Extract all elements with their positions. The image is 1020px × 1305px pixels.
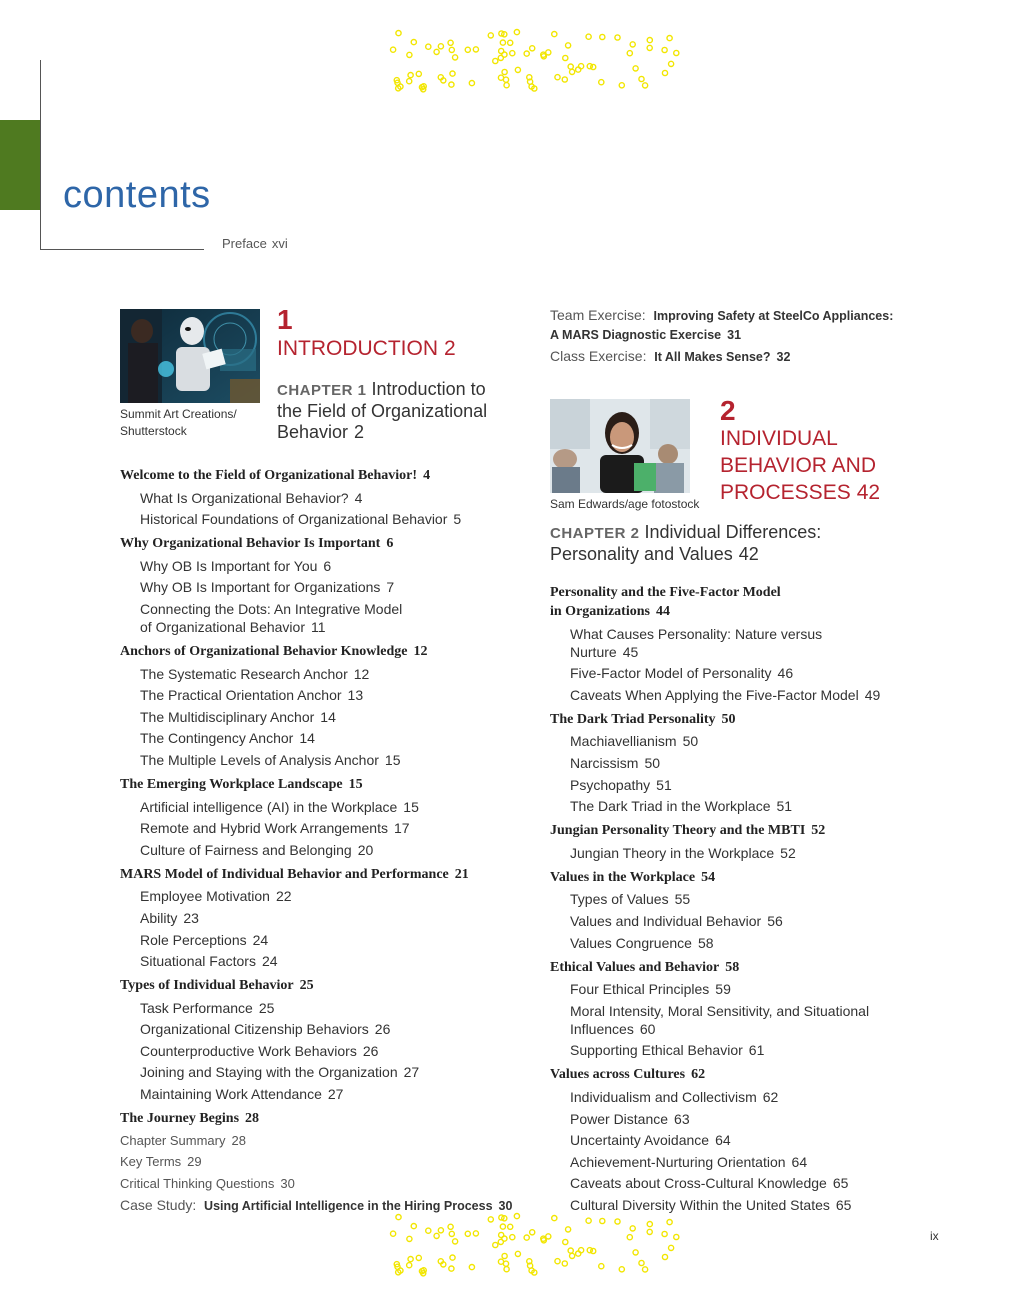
toc-subsection-entry[interactable] (140, 708, 520, 726)
chapter2-toc-list (550, 577, 920, 1214)
toc-entry-text: Welcome to the Field of Organizational Behavior! (120, 468, 418, 483)
toc-entry-text: Anchors of Organizational Behavior Knowledge (120, 643, 408, 659)
toc-subsection-entry[interactable] (140, 510, 520, 528)
part1-title-text: INTRODUCTION (277, 337, 438, 360)
toc-entry-text: The Systematic Research Anchor (140, 665, 348, 682)
chapter1-heading[interactable] (277, 379, 487, 443)
toc-entry-page: 20 (357, 841, 374, 858)
toc-entry-page: 4 (354, 489, 363, 506)
toc-entry-text: Jungian Theory in the Workplace (570, 844, 775, 861)
chapter1-exercises-list (550, 302, 910, 366)
toc-entry-page: 14 (320, 708, 336, 725)
toc-entry-page: 27 (327, 1086, 344, 1103)
toc-entry-text: Role Perceptions (140, 931, 247, 948)
toc-entry-page: 46 (777, 665, 794, 682)
toc-entry-text: Jungian Personality Theory and the MBTI (550, 823, 806, 839)
toc-entry-text: The Practical Orientation Anchor (140, 687, 342, 704)
toc-entry-page: 55 (674, 891, 691, 908)
toc-subsection-entry[interactable] (570, 1131, 920, 1149)
toc-entry-text: MARS Model of Individual Behavior and Performance (120, 866, 449, 882)
toc-entry-text: The Dark Triad Personality (550, 711, 716, 727)
toc-entry-text: Values Congruence (570, 934, 692, 951)
toc-section-heading[interactable] (120, 466, 520, 485)
toc-entry-text: Improving Safety at SteelCo Appliances: (653, 308, 894, 323)
toc-exercise-entry[interactable] (550, 306, 910, 344)
toc-entry-page: 56 (767, 912, 783, 929)
toc-end-matter-entry[interactable] (120, 1175, 520, 1193)
toc-section-heading[interactable] (550, 710, 920, 729)
chapter1-label: CHAPTER 1 (277, 382, 367, 399)
toc-subsection-entry[interactable] (570, 1041, 920, 1059)
toc-entry-text: Ability (140, 909, 178, 926)
part2-portrait-photo (550, 399, 690, 493)
toc-subsection-entry[interactable] (570, 980, 920, 998)
toc-subsection-entry[interactable] (140, 1063, 520, 1081)
toc-subsection-entry[interactable] (140, 1020, 520, 1038)
toc-exercise-label: Case Study: (120, 1197, 197, 1214)
part1-number: 1 (277, 304, 293, 335)
part2-title-line: PROCESSES (720, 481, 851, 504)
toc-exercise-label: Class Exercise: (550, 348, 647, 365)
decorative-dot-pattern-bottom (383, 1212, 683, 1278)
toc-entry-text: Maintaining Work Attendance (140, 1086, 322, 1103)
toc-entry-page: 44 (655, 604, 670, 619)
toc-entry-text: The Dark Triad in the Workplace (570, 798, 771, 815)
toc-subsection-entry[interactable] (140, 841, 520, 859)
toc-subsection-entry[interactable] (140, 600, 520, 636)
toc-entry-text: Power Distance (570, 1110, 669, 1127)
decorative-dot-pattern-top (383, 28, 683, 94)
toc-subsection-entry[interactable] (140, 819, 520, 837)
toc-subsection-entry[interactable] (570, 1088, 920, 1106)
part2-title-line: INDIVIDUAL (720, 427, 838, 450)
toc-subsection-entry[interactable] (140, 887, 520, 905)
toc-entry-text: Values across Cultures (550, 1067, 686, 1083)
toc-entry-page: 50 (644, 754, 661, 771)
toc-entry-page: 15 (403, 798, 419, 815)
toc-entry-text: Organizational Citizenship Behaviors (140, 1021, 369, 1038)
toc-entry-text: A MARS Diagnostic Exercise (550, 327, 722, 342)
toc-entry-page: 17 (393, 820, 410, 837)
toc-subsection-entry[interactable] (140, 909, 520, 927)
toc-entry-text: Ethical Values and Behavior (550, 959, 720, 975)
toc-entry-text: Cultural Diversity Within the United States (570, 1196, 830, 1213)
toc-entry-page: 15 (384, 751, 401, 768)
toc-entry-page: 62 (762, 1088, 779, 1105)
chapter1-toc-list (120, 460, 520, 1215)
toc-entry-page: 7 (386, 579, 395, 596)
green-margin-bar (0, 120, 40, 210)
chapter1-page: 2 (354, 422, 365, 442)
toc-entry-page: 50 (721, 711, 736, 727)
toc-entry-text: Using Artificial Intelligence in the Hiring Process (204, 1199, 493, 1214)
part2-page: 42 (856, 481, 881, 504)
part1-page: 2 (444, 337, 456, 360)
toc-entry-page: 65 (835, 1196, 852, 1213)
toc-subsection-entry[interactable] (140, 557, 520, 575)
toc-entry-text: Types of Values (570, 891, 669, 908)
toc-entry-page: 5 (453, 511, 462, 528)
toc-entry-page: 25 (258, 999, 275, 1016)
frame-vertical-line (40, 60, 41, 249)
toc-entry-text: Psychopathy (570, 776, 651, 793)
toc-entry-page: 24 (261, 953, 278, 970)
part2-number: 2 (720, 395, 736, 426)
toc-entry-page: 14 (299, 730, 315, 747)
part1-photo-credit (120, 406, 237, 440)
toc-entry-text: Values in the Workplace (550, 869, 696, 885)
toc-subsection-entry[interactable] (140, 798, 520, 816)
toc-section-heading[interactable] (550, 1065, 920, 1084)
toc-entry-text: Why OB Is Important for Organizations (140, 579, 381, 596)
toc-subsection-entry[interactable] (140, 999, 520, 1017)
toc-subsection-entry[interactable] (570, 1174, 920, 1192)
toc-entry-text: Personality and the Five-Factor Model (550, 585, 781, 600)
toc-entry-text: Critical Thinking Questions (120, 1175, 275, 1191)
toc-entry-page: 13 (347, 687, 364, 704)
toc-entry-page: 64 (715, 1132, 731, 1149)
toc-subsection-entry[interactable] (140, 931, 520, 949)
toc-section-heading[interactable] (120, 865, 520, 884)
toc-entry-text: Five-Factor Model of Personality (570, 665, 772, 682)
toc-entry-page: 26 (374, 1021, 391, 1038)
toc-entry-page: 60 (639, 1020, 656, 1037)
toc-entry-page: 59 (715, 981, 731, 998)
frame-horizontal-line (40, 249, 204, 250)
toc-entry-page: 49 (864, 686, 881, 703)
toc-entry-page: 29 (187, 1154, 202, 1170)
toc-entry-text: Joining and Staying with the Organization (140, 1064, 398, 1081)
toc-entry-page: 24 (252, 931, 269, 948)
toc-subsection-entry[interactable] (140, 686, 520, 704)
toc-entry-page: 30 (498, 1199, 513, 1214)
toc-entry-page: 51 (776, 798, 793, 815)
part1-title[interactable] (277, 335, 456, 362)
toc-end-matter-entry[interactable] (120, 1153, 520, 1171)
toc-entry-page: 26 (362, 1042, 379, 1059)
toc-entry-text: Types of Individual Behavior (120, 978, 294, 994)
toc-entry-page: 11 (311, 618, 326, 635)
toc-subsection-entry[interactable] (570, 912, 920, 930)
toc-subsection-entry[interactable] (140, 952, 520, 970)
toc-entry-page: 27 (403, 1064, 420, 1081)
chapter2-title-line: Individual Differences: (644, 522, 822, 542)
toc-subsection-entry[interactable] (140, 665, 520, 683)
toc-subsection-entry[interactable] (570, 1002, 920, 1038)
toc-section-heading[interactable] (550, 583, 920, 621)
toc-entry-text: Key Terms (120, 1154, 182, 1170)
toc-entry-text: The Emerging Workplace Landscape (120, 776, 343, 792)
toc-entry-page: 4 (423, 468, 431, 483)
part2-photo-credit: Sam Edwards/age fotostock (550, 497, 700, 511)
toc-entry-page: 15 (348, 776, 363, 792)
toc-subsection-entry[interactable] (140, 1042, 520, 1060)
toc-subsection-entry[interactable] (570, 1196, 920, 1214)
toc-entry-page: 64 (791, 1153, 808, 1170)
toc-entry-text: Supporting Ethical Behavior (570, 1042, 743, 1059)
toc-subsection-entry[interactable] (140, 578, 520, 596)
toc-entry-text: Uncertainty Avoidance (570, 1132, 710, 1149)
toc-subsection-entry[interactable] (570, 625, 920, 661)
toc-entry-page: 51 (656, 776, 672, 793)
part1-robot-photo (120, 309, 260, 403)
chapter1-title-line: the Field of Organizational (277, 401, 488, 421)
toc-entry-text: The Journey Begins (120, 1111, 240, 1127)
toc-entry-text: It All Makes Sense? (654, 350, 771, 365)
preface-page: xvi (271, 236, 288, 251)
toc-entry-text: Task Performance (140, 999, 253, 1016)
toc-entry-page: 6 (386, 536, 394, 552)
toc-subsection-entry[interactable] (570, 732, 920, 750)
toc-entry-text: Employee Motivation (140, 888, 270, 905)
toc-entry-page: 58 (697, 934, 714, 951)
chapter2-title-line: Personality and Values (550, 544, 733, 564)
toc-entry-page: 54 (701, 869, 716, 885)
toc-entry-page: 25 (299, 978, 314, 994)
toc-section-heading[interactable] (120, 775, 520, 794)
credit-line: Shutterstock (120, 424, 187, 438)
toc-entry-text: Nurture (570, 643, 617, 660)
toc-entry-text: Narcissism (570, 754, 639, 771)
toc-subsection-entry[interactable] (140, 751, 520, 769)
toc-entry-page: 28 (231, 1132, 246, 1148)
preface-entry[interactable] (222, 236, 288, 251)
toc-subsection-entry[interactable] (140, 1085, 520, 1103)
part2-title-line: BEHAVIOR AND (720, 454, 876, 477)
toc-subsection-entry[interactable] (570, 844, 920, 862)
toc-entry-text: Situational Factors (140, 953, 256, 970)
toc-subsection-entry[interactable] (570, 934, 920, 952)
toc-entry-page: 58 (725, 959, 740, 975)
toc-entry-page: 21 (454, 866, 469, 882)
toc-exercise-entry[interactable] (120, 1196, 520, 1215)
toc-entry-text: Artificial intelligence (AI) in the Workplace (140, 798, 398, 815)
toc-entry-text: Caveats about Cross-Cultural Knowledge (570, 1175, 827, 1192)
toc-entry-text: Values and Individual Behavior (570, 912, 762, 929)
toc-entry-text: Individualism and Collectivism (570, 1088, 757, 1105)
toc-entry-text: Remote and Hybrid Work Arrangements (140, 820, 388, 837)
toc-entry-text: The Multidisciplinary Anchor (140, 708, 315, 725)
toc-entry-text: Chapter Summary (120, 1132, 226, 1148)
page-folio: ix (930, 1229, 939, 1243)
toc-subsection-entry[interactable] (140, 729, 520, 747)
toc-entry-text: of Organizational Behavior (140, 618, 305, 635)
toc-entry-page: 23 (183, 909, 199, 926)
toc-entry-page: 50 (682, 733, 699, 750)
chapter1-title-line: Introduction to (371, 379, 486, 399)
toc-exercise-entry[interactable] (550, 347, 910, 366)
toc-entry-page: 12 (413, 643, 428, 659)
toc-subsection-entry[interactable] (570, 776, 920, 794)
toc-entry-page: 12 (353, 665, 370, 682)
toc-subsection-entry[interactable] (570, 1110, 920, 1128)
toc-entry-page: 62 (691, 1067, 706, 1083)
toc-entry-text: Machiavellianism (570, 733, 677, 750)
chapter2-page: 42 (738, 544, 759, 564)
toc-end-matter-entry[interactable] (120, 1132, 520, 1150)
toc-entry-text: Moral Intensity, Moral Sensitivity, and Situational (570, 1002, 870, 1019)
toc-section-heading[interactable] (120, 534, 520, 553)
toc-exercise-label: Team Exercise: (550, 306, 646, 323)
chapter2-label: CHAPTER 2 (550, 525, 640, 542)
toc-entry-page: 52 (780, 844, 796, 861)
toc-entry-page: 6 (323, 557, 332, 574)
toc-section-heading[interactable] (120, 976, 520, 995)
toc-entry-page: 65 (832, 1175, 849, 1192)
toc-subsection-entry[interactable] (570, 664, 920, 682)
toc-subsection-entry[interactable] (570, 686, 920, 704)
toc-entry-text: Why OB Is Important for You (140, 557, 318, 574)
toc-subsection-entry[interactable] (140, 489, 520, 507)
toc-entry-text: Connecting the Dots: An Integrative Model (140, 600, 403, 617)
toc-section-heading[interactable] (120, 642, 520, 661)
chapter2-heading[interactable] (550, 522, 821, 565)
toc-entry-text: Culture of Fairness and Belonging (140, 841, 352, 858)
toc-section-heading[interactable] (550, 821, 920, 840)
toc-subsection-entry[interactable] (570, 797, 920, 815)
page-title: contents (63, 174, 211, 216)
toc-entry-text: The Contingency Anchor (140, 730, 294, 747)
toc-entry-text: Influences (570, 1020, 634, 1037)
toc-entry-text: in Organizations (550, 604, 650, 619)
toc-entry-page: 63 (674, 1110, 690, 1127)
toc-subsection-entry[interactable] (570, 1153, 920, 1171)
toc-entry-page: 30 (280, 1175, 295, 1191)
toc-entry-page: 22 (275, 888, 292, 905)
preface-label: Preface (222, 236, 267, 251)
credit-line: Summit Art Creations/ (120, 407, 237, 421)
toc-entry-page: 32 (776, 350, 791, 365)
chapter1-title-line: Behavior (277, 422, 349, 442)
toc-entry-text: What Is Organizational Behavior? (140, 489, 349, 506)
toc-section-heading[interactable] (550, 868, 920, 887)
toc-entry-text: The Multiple Levels of Analysis Anchor (140, 751, 379, 768)
toc-entry-text: Historical Foundations of Organizational Behavior (140, 511, 448, 528)
part2-title[interactable] (720, 425, 880, 506)
toc-entry-text: Why Organizational Behavior Is Important (120, 536, 381, 552)
toc-entry-text: Four Ethical Principles (570, 981, 710, 998)
toc-subsection-entry[interactable] (570, 890, 920, 908)
toc-entry-text: What Causes Personality: Nature versus (570, 625, 823, 642)
toc-section-heading[interactable] (120, 1109, 520, 1128)
toc-entry-page: 61 (748, 1042, 765, 1059)
toc-subsection-entry[interactable] (570, 754, 920, 772)
toc-entry-text: Achievement-Nurturing Orientation (570, 1153, 786, 1170)
toc-section-heading[interactable] (550, 958, 920, 977)
toc-entry-page: 45 (622, 643, 639, 660)
toc-entry-page: 28 (245, 1111, 260, 1127)
toc-entry-text: Caveats When Applying the Five-Factor Model (570, 686, 859, 703)
toc-entry-text: Counterproductive Work Behaviors (140, 1042, 357, 1059)
toc-entry-page: 31 (727, 327, 742, 342)
toc-entry-page: 52 (811, 823, 826, 839)
